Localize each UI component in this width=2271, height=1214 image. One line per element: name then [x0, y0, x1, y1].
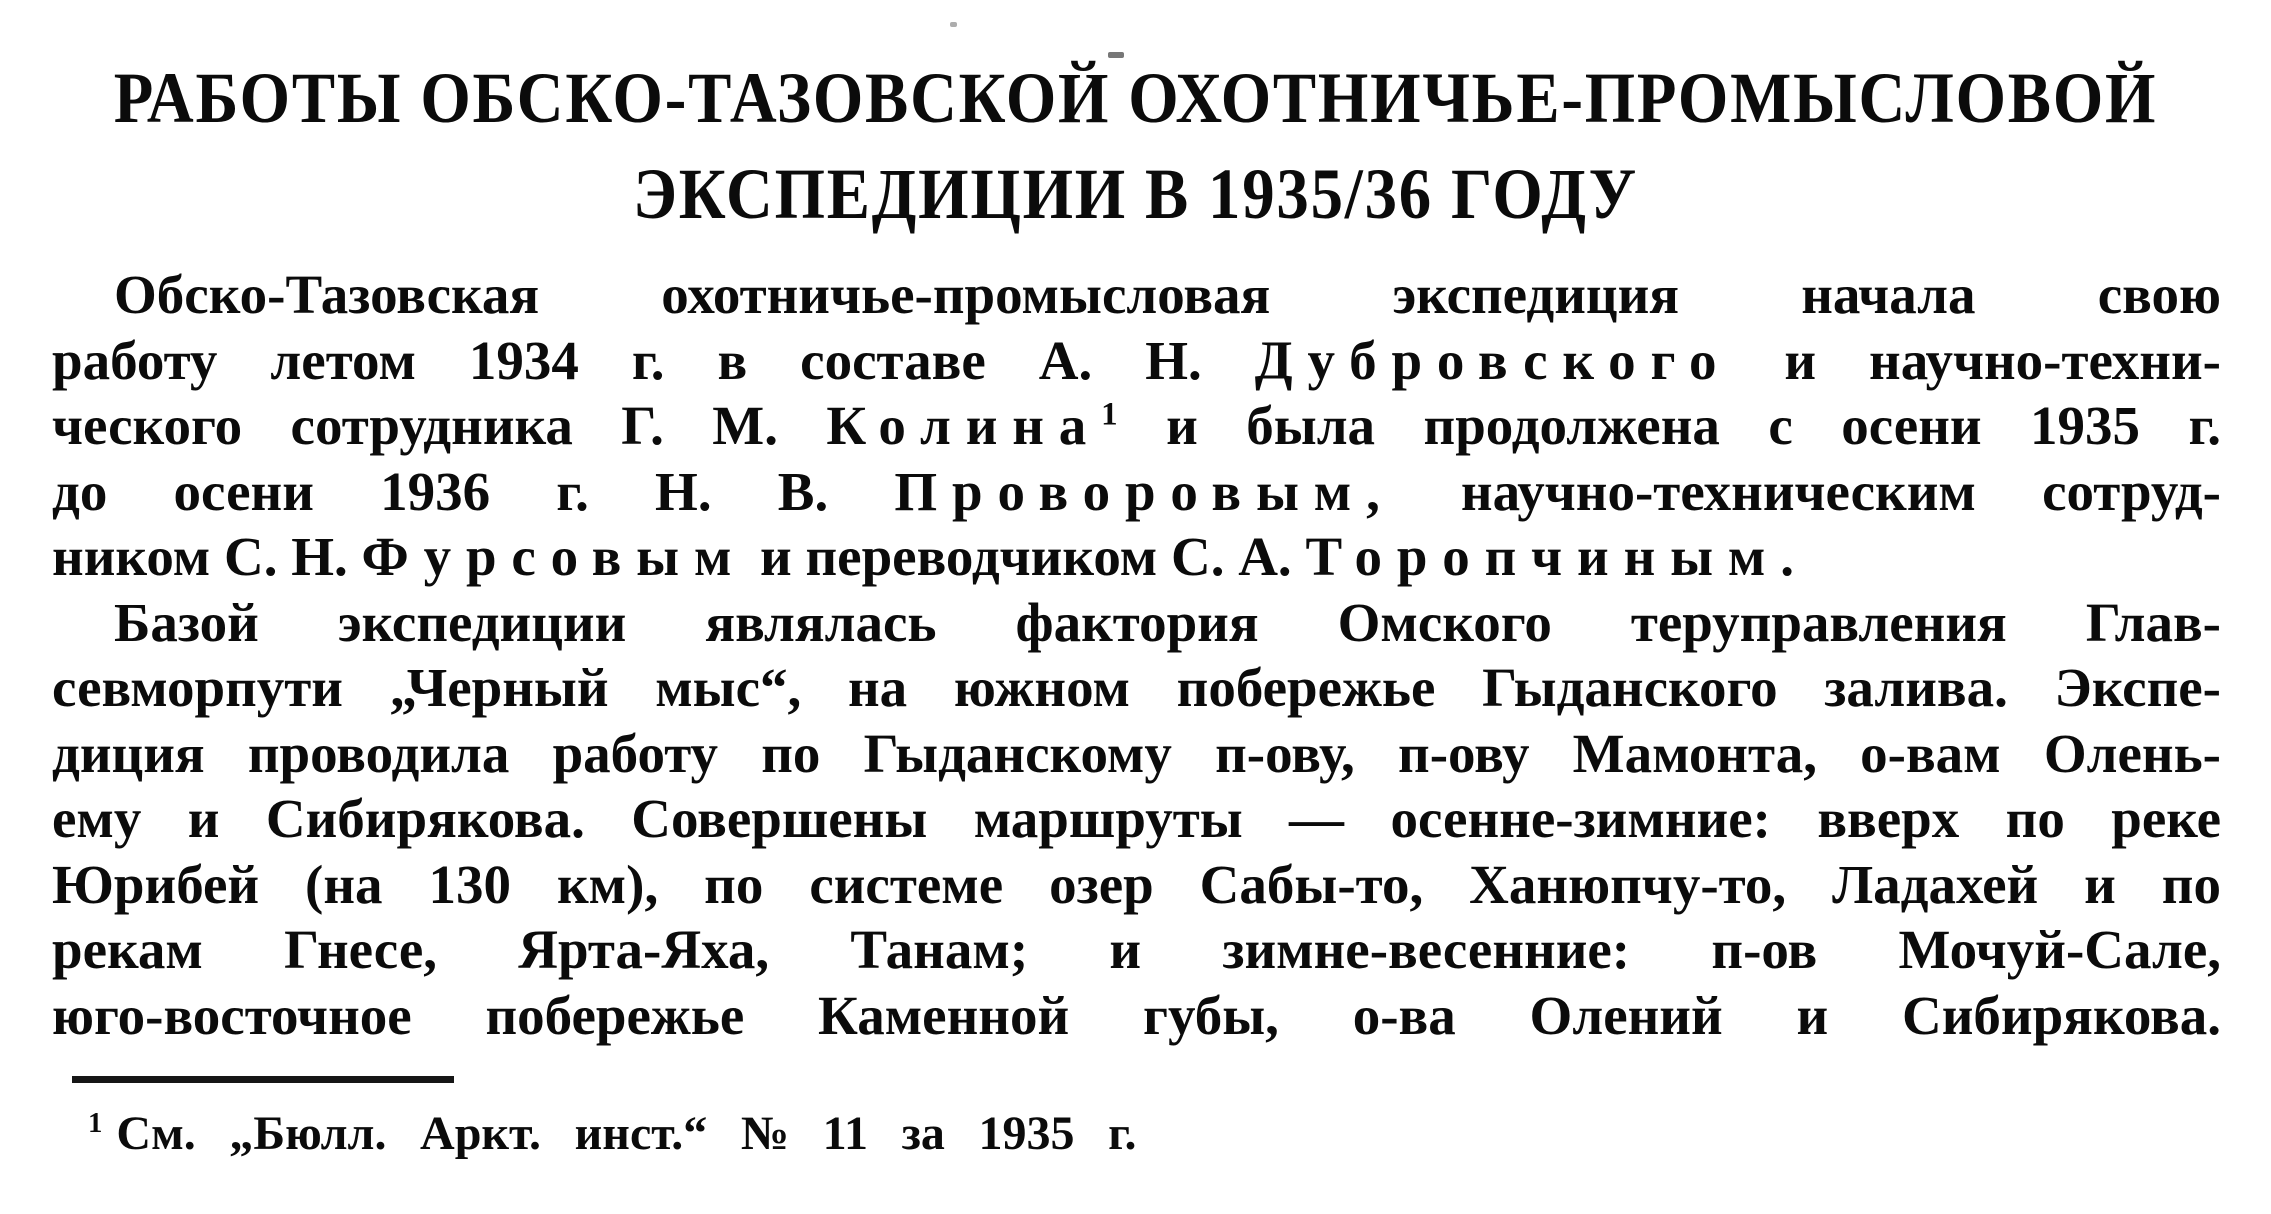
- text-segment: работу летом 1934 г. в составе А. Н.: [52, 329, 1255, 391]
- text-segment: рекам Гнесе, Ярта-Яха, Танам; и зимне-весенние: п-ов Мочуй-Сале,: [52, 919, 2221, 980]
- text-segment: севморпути „Черный мыс“, на южном побережье Гыданского залива. Экспе-: [52, 657, 2221, 718]
- footnote-reference: 1: [1101, 396, 1118, 433]
- person-name: Дубровского: [1254, 329, 1732, 391]
- text-segment: и была продолжена с осени 1935 г.: [1117, 395, 2221, 456]
- footnote-rule: [72, 1076, 454, 1083]
- footnote-text: См. „Бюлл. Аркт. инст.“ № 11 за 1935 г.: [116, 1107, 1137, 1160]
- text-segment: до осени 1936 г. Н. В.: [52, 460, 895, 522]
- text-segment: ником С. Н.: [52, 526, 362, 587]
- text-line: [52, 721, 2221, 787]
- text-line: [52, 655, 2221, 721]
- text-segment: юго-восточное побережье Каменной губы, о-ва Олений и Сибирякова.: [52, 984, 2221, 1046]
- text-line: [52, 393, 2221, 459]
- text-line: [52, 459, 2221, 525]
- footnote-marker: 1: [88, 1107, 103, 1139]
- text-line: [52, 590, 2221, 656]
- text-line: [52, 524, 2221, 590]
- person-name: Торопчиным.: [1305, 526, 1809, 587]
- text-line: [52, 917, 2221, 983]
- text-segment: и научно-техни-: [1731, 329, 2221, 391]
- text-segment: Обско-Тазовская охотничье-промысловая экспедиция начала свою: [114, 264, 2221, 325]
- text-segment: ческого сотрудника Г. М.: [52, 395, 827, 456]
- text-segment: Юрибей (на 130 км), по системе озер Сабы-то, Ханюпчу-то, Ладахей и по: [52, 853, 2221, 915]
- article-title-line-2: ЭКСПЕДИЦИИ В 1935/36 ГОДУ: [633, 154, 1638, 234]
- article-title-line-1: РАБОТЫ ОБСКО-ТАЗОВСКОЙ ОХОТНИЧЬЕ-ПРОМЫСЛОВОЙ: [113, 58, 2158, 138]
- article-title: [114, 50, 2158, 242]
- text-segment: ему и Сибирякова. Совершены маршруты — осенне-зимние: вверх по реке: [52, 788, 2221, 849]
- text-line: [52, 983, 2221, 1049]
- text-line: [52, 786, 2221, 852]
- text-segment: и переводчиком С. А.: [746, 526, 1306, 587]
- person-name: Фурсовым: [361, 526, 747, 587]
- text-segment: Базой экспедиции являлась фактория Омского теруправления Глав-: [114, 591, 2221, 653]
- text-line: [52, 852, 2221, 918]
- text-segment: научно-техническим сотруд-: [1394, 460, 2221, 522]
- person-name: Проворовым,: [894, 460, 1395, 522]
- text-line: [52, 328, 2221, 394]
- text-segment: диция проводила работу по Гыданскому п-ову, п-ову Мамонта, о-вам Олень-: [52, 722, 2221, 784]
- text-line: [52, 262, 2221, 328]
- footnote: [88, 1104, 1136, 1164]
- person-name: Колина: [826, 395, 1102, 456]
- body-text: [52, 262, 2221, 1048]
- scan-speck: [950, 22, 957, 27]
